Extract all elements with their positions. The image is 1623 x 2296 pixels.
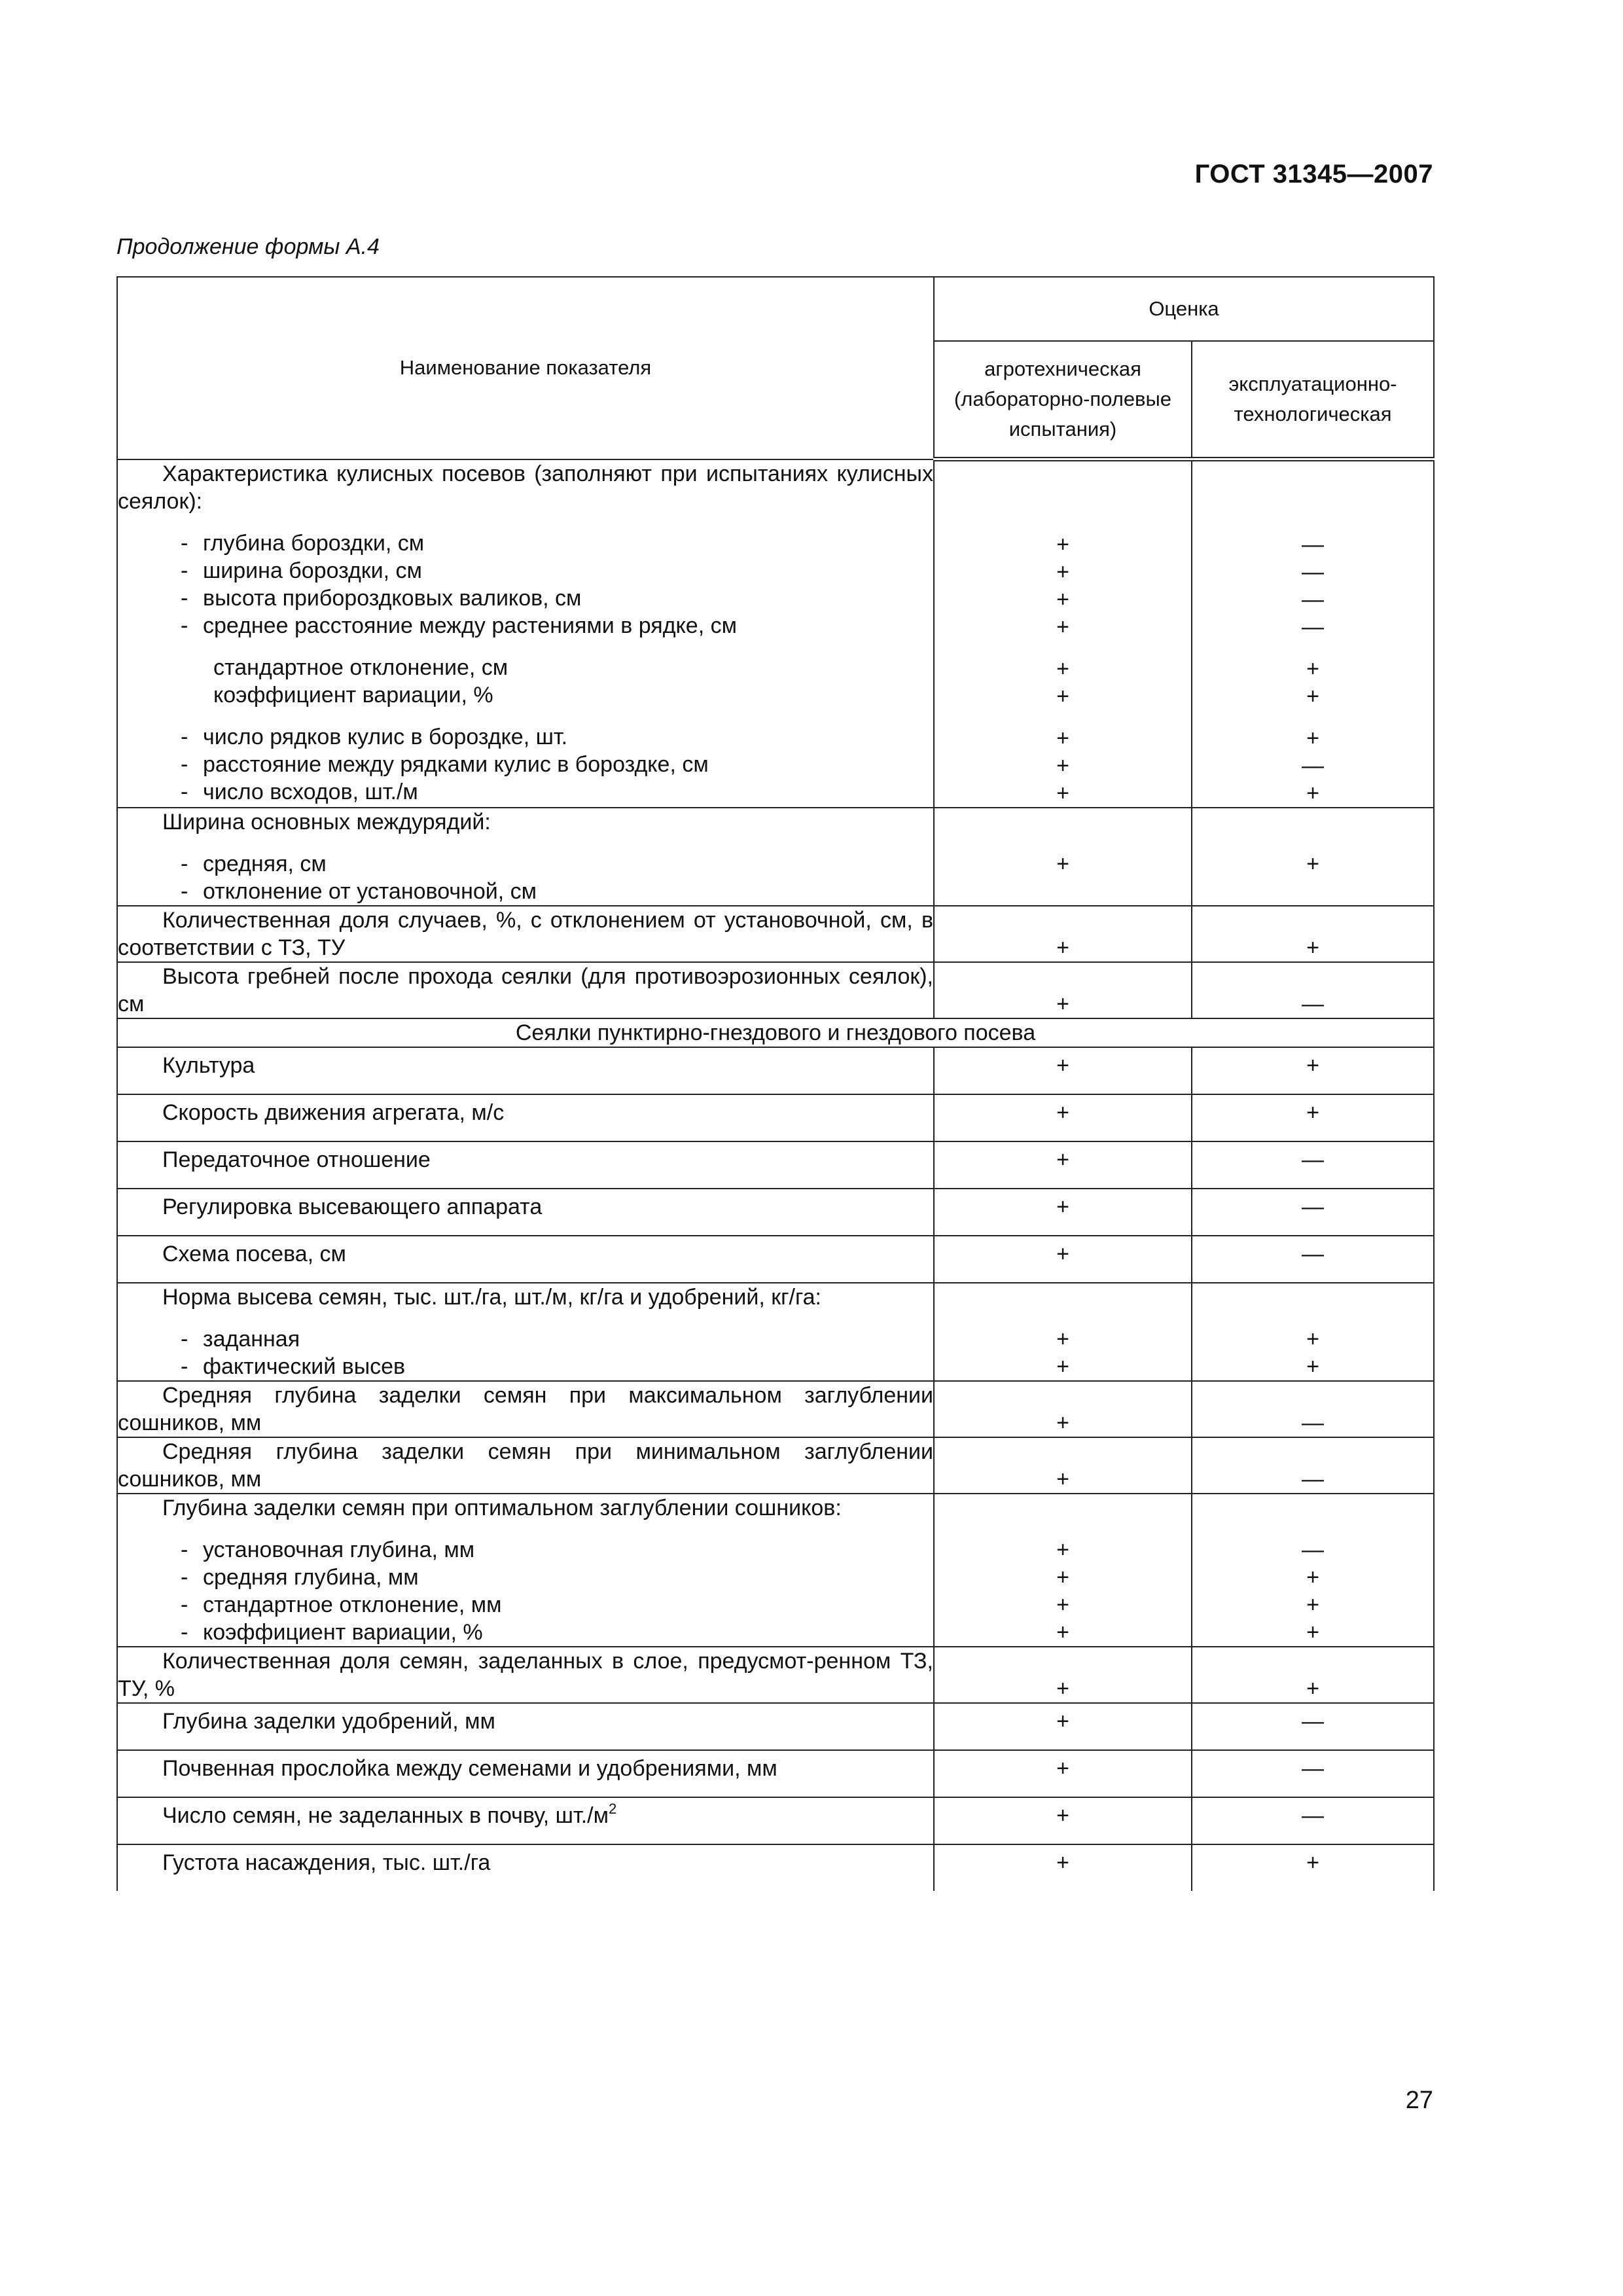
mark: + — [1056, 992, 1069, 1016]
operational-mark-cell — [1192, 459, 1434, 808]
indicator-subitem: - средняя, см — [181, 852, 327, 876]
table-row — [117, 906, 1434, 962]
agrotechnical-mark-cell: + — [934, 1703, 1192, 1750]
indicator-subitem: - коэффициент вариации, % — [181, 1620, 483, 1645]
indicator-subitem: - число рядков кулис в бороздке, шт. — [181, 724, 568, 749]
table-row — [117, 1381, 1434, 1437]
indicator-name-cell — [117, 1703, 934, 1750]
operational-mark-cell — [1192, 808, 1434, 906]
agrotechnical-mark-cell: + — [934, 1094, 1192, 1141]
indicator-title: Норма высева семян, тыс. шт./га, шт./м, кг/га и удобрений, кг/га: — [162, 1285, 821, 1310]
mark: + — [1056, 753, 1069, 778]
table-row — [117, 1189, 1434, 1236]
mark: — — [1302, 560, 1324, 584]
agrotechnical-mark-cell: + — [934, 1797, 1192, 1844]
mark: + — [1056, 781, 1069, 806]
indicator-title: Густота насаждения, тыс. шт./га — [162, 1850, 491, 1875]
standard-designation: ГОСТ 31345—2007 — [1194, 160, 1433, 188]
superscript: 2 — [608, 1801, 617, 1817]
operational-mark-cell: + — [1192, 1047, 1434, 1094]
indicator-table — [116, 276, 1435, 1891]
indicator-subitem: - число всходов, шт./м — [181, 779, 418, 804]
page-number: 27 — [1405, 2087, 1433, 2114]
indicator-title: Глубина заделки семян при оптимальном заглублении сошников: — [162, 1496, 842, 1520]
operational-mark-cell: — + + + — [1192, 1494, 1434, 1647]
operational-mark-cell: — — [1192, 1189, 1434, 1236]
indicator-name-cell — [117, 1236, 934, 1283]
indicator-name-cell — [117, 1647, 934, 1703]
indicator-title: Высота гребней после прохода сеялки (для противоэрозионных сеялок), см — [118, 964, 933, 1016]
indicator-name-cell — [117, 1750, 934, 1797]
indicator-subitem: стандартное отклонение, см — [213, 655, 508, 680]
mark: — — [1302, 992, 1324, 1016]
indicator-title: Количественная доля случаев, %, с отклонением от установочной, см, в соответствии с ТЗ, ТУ — [118, 908, 933, 960]
operational-mark-cell: — — [1192, 1797, 1434, 1844]
indicator-title: Культура — [162, 1053, 255, 1078]
mark: + — [1056, 615, 1069, 639]
mark: — — [1302, 753, 1324, 778]
table-row — [117, 1141, 1434, 1189]
agrotechnical-mark-cell: + — [934, 1437, 1192, 1494]
table-row — [117, 1844, 1434, 1891]
mark: + — [1306, 935, 1319, 960]
mark: + — [1306, 726, 1319, 751]
indicator-name-cell — [117, 1797, 934, 1844]
mark: — — [1302, 532, 1324, 557]
agrotechnical-mark-cell — [934, 808, 1192, 906]
table-section-row — [117, 1018, 1434, 1047]
mark: + — [1306, 656, 1319, 681]
agrotechnical-mark-cell: + + + + — [934, 1494, 1192, 1647]
operational-mark-cell: + + — [1192, 1283, 1434, 1381]
table-row — [117, 962, 1434, 1018]
indicator-name-cell — [117, 1094, 934, 1141]
table-row — [117, 459, 1434, 808]
table-row — [117, 1797, 1434, 1844]
indicator-title: Средняя глубина заделки семян при минимальном заглублении сошников, мм — [118, 1439, 933, 1492]
agrotechnical-mark-cell — [934, 459, 1192, 808]
agrotechnical-mark-cell: + — [934, 1141, 1192, 1189]
agrotechnical-mark-cell — [934, 962, 1192, 1018]
indicator-name-cell — [117, 459, 934, 808]
indicator-name-cell — [117, 1494, 934, 1647]
agrotechnical-mark-cell: + — [934, 1381, 1192, 1437]
header-agrotechnical: агротехническая (лабораторно-полевые испытания) — [934, 341, 1192, 459]
indicator-subitem: - среднее расстояние между растениями в рядке, см — [181, 613, 737, 638]
indicator-subitem: - установочная глубина, мм — [181, 1537, 475, 1562]
indicator-title: Почвенная прослойка между семенами и удобрениями, мм — [162, 1756, 777, 1781]
mark: + — [1056, 656, 1069, 681]
table-row — [117, 1283, 1434, 1381]
mark: — — [1302, 615, 1324, 639]
indicator-title: Схема посева, см — [162, 1242, 346, 1266]
indicator-title: Ширина основных междурядий: — [162, 810, 491, 834]
indicator-subitem: - фактический высев — [181, 1354, 406, 1379]
header-indicator-name: Наименование показателя — [117, 277, 934, 459]
mark: + — [1056, 532, 1069, 557]
indicator-subitem: - отклонение от установочной, см — [181, 879, 537, 904]
section-heading: Сеялки пунктирно-гнездового и гнездового посева — [117, 1018, 1434, 1047]
indicator-subitem: - заданная — [181, 1327, 300, 1352]
indicator-name-cell — [117, 1047, 934, 1094]
operational-mark-cell — [1192, 906, 1434, 962]
indicator-title: Количественная доля семян, заделанных в слое, предусмот-ренном ТЗ, ТУ, % — [118, 1649, 933, 1701]
form-continuation-caption: Продолжение формы А.4 — [116, 234, 380, 259]
indicator-name-cell — [117, 1381, 934, 1437]
operational-mark-cell — [1192, 962, 1434, 1018]
indicator-title: Регулировка высевающего аппарата — [162, 1194, 543, 1219]
mark: + — [1056, 935, 1069, 960]
indicator-subitem: - ширина бороздки, см — [181, 558, 422, 583]
indicator-title: Скорость движения агрегата, м/с — [162, 1100, 505, 1125]
indicator-name-cell — [117, 1189, 934, 1236]
mark: + — [1056, 852, 1069, 876]
indicator-name-cell — [117, 1283, 934, 1381]
indicator-name-cell — [117, 962, 934, 1018]
indicator-name-cell — [117, 906, 934, 962]
table-row — [117, 1703, 1434, 1750]
agrotechnical-mark-cell — [934, 906, 1192, 962]
operational-mark-cell: — — [1192, 1437, 1434, 1494]
agrotechnical-mark-cell: + — [934, 1236, 1192, 1283]
mark: + — [1056, 587, 1069, 612]
header-evaluation: Оценка — [934, 277, 1434, 341]
operational-mark-cell: — — [1192, 1381, 1434, 1437]
table-row — [117, 1236, 1434, 1283]
indicator-name-cell — [117, 808, 934, 906]
table-row — [117, 1750, 1434, 1797]
indicator-title: Число семян, не заделанных в почву, $шт./м^2$ — [162, 1801, 617, 1828]
table-row — [117, 808, 1434, 906]
mark: + — [1306, 781, 1319, 806]
mark: + — [1306, 852, 1319, 876]
indicator-name-cell — [117, 1437, 934, 1494]
indicator-title: Характеристика кулисных посевов (заполняют при испытаниях кулисных сеялок): — [118, 461, 933, 514]
indicator-name-cell — [117, 1141, 934, 1189]
agrotechnical-mark-cell: + — [934, 1647, 1192, 1703]
table-row — [117, 1647, 1434, 1703]
operational-mark-cell: — — [1192, 1141, 1434, 1189]
agrotechnical-mark-cell: + — [934, 1844, 1192, 1891]
indicator-subitem: - высота прибороздковых валиков, см — [181, 585, 582, 611]
header-operational: эксплуатационно-технологическая — [1192, 341, 1434, 459]
indicator-subitem: - расстояние между рядками кулис в бороздке, см — [181, 751, 709, 777]
agrotechnical-mark-cell: + — [934, 1189, 1192, 1236]
table-row — [117, 1494, 1434, 1647]
table-row — [117, 1094, 1434, 1141]
agrotechnical-mark-cell: + — [934, 1047, 1192, 1094]
operational-mark-cell: + — [1192, 1094, 1434, 1141]
operational-mark-cell: — — [1192, 1236, 1434, 1283]
indicator-name-cell — [117, 1844, 934, 1891]
indicator-title: Средняя глубина заделки семян при максимальном заглублении сошников, мм — [118, 1383, 933, 1435]
indicator-subitem: коэффициент вариации, % — [213, 682, 493, 708]
operational-mark-cell: + — [1192, 1844, 1434, 1891]
mark: — — [1302, 587, 1324, 612]
indicator-subitem: - стандартное отклонение, мм — [181, 1592, 502, 1617]
table-row — [117, 1047, 1434, 1094]
mark: + — [1056, 726, 1069, 751]
agrotechnical-mark-cell: + + — [934, 1283, 1192, 1381]
mark: + — [1056, 684, 1069, 709]
indicator-subitem: - глубина бороздки, см — [181, 530, 425, 556]
mark: + — [1056, 560, 1069, 584]
operational-mark-cell: + — [1192, 1647, 1434, 1703]
indicator-subitem: - средняя глубина, мм — [181, 1565, 419, 1590]
indicator-title: Глубина заделки удобрений, мм — [162, 1709, 495, 1734]
mark: + — [1306, 684, 1319, 709]
operational-mark-cell: — — [1192, 1703, 1434, 1750]
indicator-title: Передаточное отношение — [162, 1147, 431, 1172]
table-row — [117, 1437, 1434, 1494]
agrotechnical-mark-cell: + — [934, 1750, 1192, 1797]
operational-mark-cell: — — [1192, 1750, 1434, 1797]
